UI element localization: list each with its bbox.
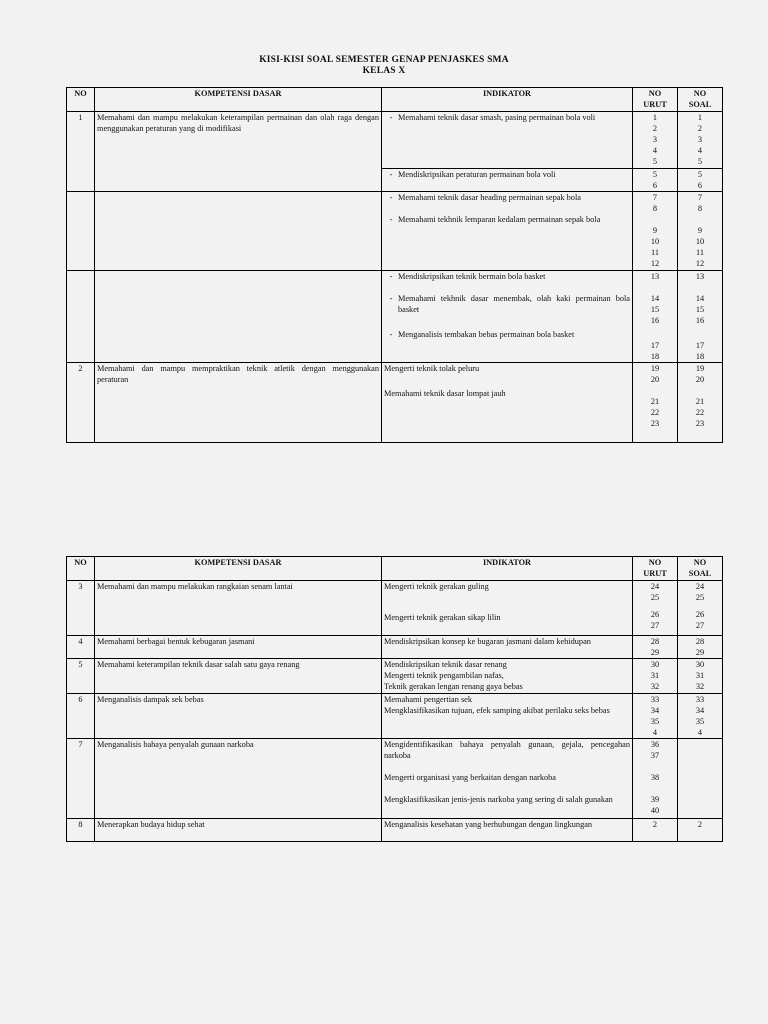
row-no-soal: 28 29 <box>678 636 723 659</box>
header-kompetensi-dasar: KOMPETENSI DASAR <box>95 88 382 112</box>
row-no-urut: 28 29 <box>633 636 678 659</box>
table-row <box>67 694 723 739</box>
row-no-soal: 7 8 9 10 11 12 <box>678 192 723 271</box>
row-no-urut: 5 6 <box>633 169 678 192</box>
row-kompetensi-dasar: Memahami dan mampu melakukan rangkaian senam lantai <box>95 581 382 636</box>
row-indikator: Mengidentifikasikan bahaya penyalah gunaan, gejala, pencegahan narkoba Mengerti organisasi yang berkaitan dengan narkoba Mengklasifikasikan jenis-jenis narkoba yang sering di salah gunakan <box>382 739 633 819</box>
document-title: KISI-KISI SOAL SEMESTER GENAP PENJASKES SMA <box>259 55 509 65</box>
row-no-urut: 33 34 35 4 <box>633 694 678 739</box>
row-no-soal: 30 31 32 <box>678 659 723 694</box>
row-indikator: Mengerti teknik gerakan guling Mengerti teknik gerakan sikap lilin <box>382 581 633 636</box>
table-row <box>67 581 723 636</box>
table-row <box>67 819 723 842</box>
header-no-soal: NO SOAL <box>678 88 723 112</box>
table-row <box>67 659 723 694</box>
row-kompetensi-dasar: Memahami dan mampu melakukan keterampilan permainan dan olah raga dengan menggunakan peraturan yang di modifikasi <box>95 112 382 192</box>
row-indikator: Mendiskripsikan teknik dasar renang Mengerti teknik pengambilan nafas, Teknik gerakan lengan renang gaya bebas <box>382 659 633 694</box>
row-no-soal: 33 34 35 4 <box>678 694 723 739</box>
row-no-urut: 1 2 3 4 5 <box>633 112 678 169</box>
row-no: 4 <box>67 636 95 659</box>
table-row <box>67 271 723 363</box>
row-no: 6 <box>67 694 95 739</box>
kisi-kisi-table-1 <box>66 87 723 443</box>
row-no-soal: 1 2 3 4 5 <box>678 112 723 169</box>
table-row <box>67 739 723 819</box>
row-no-soal: 13 14 15 16 17 18 <box>678 271 723 363</box>
header-kompetensi-dasar: KOMPETENSI DASAR <box>95 557 382 581</box>
header-no: NO <box>67 88 95 112</box>
table-row <box>67 363 723 443</box>
row-indikator: Mendiskripsikan konsep ke bugaran jasmani dalam kehidupan <box>382 636 633 659</box>
header-indikator: INDIKATOR <box>382 88 633 112</box>
header-indikator: INDIKATOR <box>382 557 633 581</box>
row-no-urut: 36 37 38 39 40 <box>633 739 678 819</box>
row-kompetensi-dasar: Menganalisis dampak sek bebas <box>95 694 382 739</box>
row-no-urut: 24 25 26 27 <box>633 581 678 636</box>
row-indikator: - Memahami teknik dasar heading permainan sepak bola - Memahami tekhnik lemparan kedalam permainan sepak bola <box>382 192 633 271</box>
row-no: 1 <box>67 112 95 192</box>
row-no-urut: 30 31 32 <box>633 659 678 694</box>
row-no-urut: 7 8 9 10 11 12 <box>633 192 678 271</box>
row-kompetensi-dasar: Menganalisis bahaya penyalah gunaan narkoba <box>95 739 382 819</box>
row-no-urut: 2 <box>633 819 678 842</box>
row-no-soal: 2 <box>678 819 723 842</box>
header-no-urut: NO URUT <box>633 557 678 581</box>
row-no-soal: 19 20 21 22 23 <box>678 363 723 443</box>
row-kompetensi-dasar: Memahami dan mampu mempraktikan teknik atletik dengan menggunakan peraturan <box>95 363 382 443</box>
row-no: 7 <box>67 739 95 819</box>
document-subtitle: KELAS X <box>362 66 406 76</box>
row-no-soal <box>678 739 723 819</box>
row-kompetensi-dasar: Memahami keterampilan teknik dasar salah satu gaya renang <box>95 659 382 694</box>
table-row <box>67 112 723 169</box>
table-header-row <box>67 557 723 581</box>
row-indikator: - Memahami teknik dasar smash, pasing permainan bola voli <box>382 112 633 169</box>
row-no: 2 <box>67 363 95 443</box>
header-no-urut: NO URUT <box>633 88 678 112</box>
row-no-urut: 13 14 15 16 17 18 <box>633 271 678 363</box>
row-no: 5 <box>67 659 95 694</box>
header-no-soal: NO SOAL <box>678 557 723 581</box>
table-row <box>67 192 723 271</box>
row-no-soal: 5 6 <box>678 169 723 192</box>
row-indikator: - Mendiskripsikan peraturan permainan bola voli <box>382 169 633 192</box>
row-no-urut: 19 20 21 22 23 <box>633 363 678 443</box>
row-no-soal: 24 25 26 27 <box>678 581 723 636</box>
row-kompetensi-dasar: Memahami berbagai bentuk kebugaran jasmani <box>95 636 382 659</box>
row-no: 3 <box>67 581 95 636</box>
row-indikator: Menganalisis kesehatan yang berhubungan dengan lingkungan <box>382 819 633 842</box>
table-header-row <box>67 88 723 112</box>
row-indikator: - Mendiskripsikan teknik bermain bola basket - Memahami tekhnik dasar menembak, olah kaki permainan bola basket - Menganalisis tembakan bebas permainan bola basket <box>382 271 633 363</box>
row-kompetensi-dasar: Menerapkan budaya hidup sehat <box>95 819 382 842</box>
row-no: 8 <box>67 819 95 842</box>
table-row <box>67 636 723 659</box>
header-no: NO <box>67 557 95 581</box>
row-indikator: Mengerti teknik tolak peluru Memahami teknik dasar lompat jauh <box>382 363 633 443</box>
kisi-kisi-table-2 <box>66 556 723 842</box>
row-indikator: Memahami pengertian sek Mengklasifikasikan tujuan, efek samping akibat perilaku seks bebas <box>382 694 633 739</box>
